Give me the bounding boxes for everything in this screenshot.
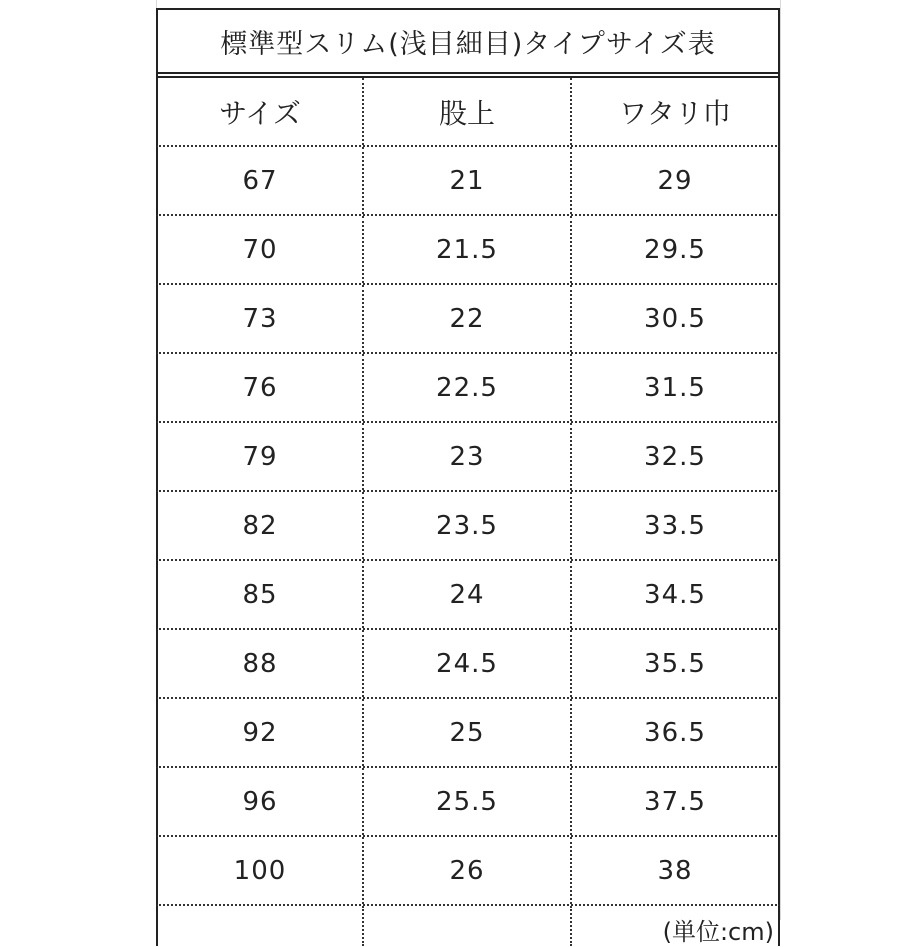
thigh-width-cell: 31.5 — [644, 372, 706, 403]
thigh-width-cell: 30.5 — [644, 303, 706, 334]
rise-cell: 21 — [364, 147, 572, 214]
size-cell: 79 — [158, 423, 364, 490]
table-row — [156, 699, 780, 768]
header-size: サイズ — [158, 78, 364, 145]
rise-cell: 22 — [364, 285, 572, 352]
rise-cell: 26 — [364, 837, 572, 904]
size-cell: 70 — [158, 216, 364, 283]
table-body — [156, 147, 780, 906]
table-row — [156, 768, 780, 837]
thigh-width-cell: 33.5 — [644, 510, 706, 541]
table-row — [156, 216, 780, 285]
size-cell: 100 — [158, 837, 364, 904]
size-cell: 96 — [158, 768, 364, 835]
rise-cell: 22.5 — [364, 354, 572, 421]
footnote-cell-empty — [364, 906, 572, 946]
size-cell: 82 — [158, 492, 364, 559]
thigh-width-cell: 38 — [657, 855, 693, 886]
rise-cell: 23.5 — [364, 492, 572, 559]
header-rise: 股上 — [364, 78, 572, 145]
footnote-cell-empty — [158, 906, 364, 946]
rise-cell: 23 — [364, 423, 572, 490]
table-row — [156, 147, 780, 216]
table-row — [156, 285, 780, 354]
sheet-gridline — [780, 0, 781, 920]
unit-footnote: (単位:cm) — [662, 918, 774, 946]
header-thigh-width: ワタリ巾 — [619, 96, 731, 130]
rise-cell: 25 — [364, 699, 572, 766]
table-row — [156, 492, 780, 561]
rise-cell: 21.5 — [364, 216, 572, 283]
header-row — [156, 78, 780, 147]
thigh-width-cell: 29.5 — [644, 234, 706, 265]
thigh-width-cell: 37.5 — [644, 786, 706, 817]
table-title: 標準型スリム(浅目細目)タイプサイズ表 — [156, 8, 780, 72]
size-cell: 85 — [158, 561, 364, 628]
thigh-width-cell: 34.5 — [644, 579, 706, 610]
thigh-width-cell: 35.5 — [644, 648, 706, 679]
size-cell: 73 — [158, 285, 364, 352]
table-row — [156, 423, 780, 492]
thigh-width-cell: 36.5 — [644, 717, 706, 748]
footnote-row — [156, 906, 780, 946]
size-cell: 92 — [158, 699, 364, 766]
size-cell: 76 — [158, 354, 364, 421]
thigh-width-cell: 32.5 — [644, 441, 706, 472]
table-row — [156, 561, 780, 630]
table-row — [156, 837, 780, 906]
size-cell: 67 — [158, 147, 364, 214]
rise-cell: 25.5 — [364, 768, 572, 835]
table-row — [156, 354, 780, 423]
size-cell: 88 — [158, 630, 364, 697]
thigh-width-cell: 29 — [657, 165, 693, 196]
size-table — [156, 8, 780, 946]
footnote-cell — [572, 906, 778, 946]
rise-cell: 24 — [364, 561, 572, 628]
table-row — [156, 630, 780, 699]
rise-cell: 24.5 — [364, 630, 572, 697]
